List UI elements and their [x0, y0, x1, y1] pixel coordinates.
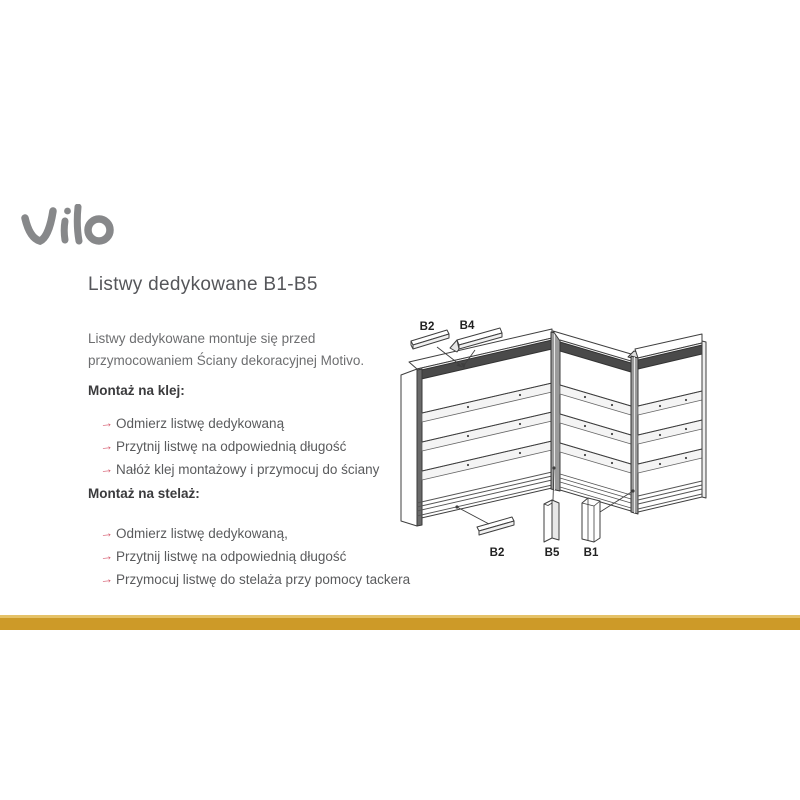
logo-letter-i [64, 221, 65, 240]
list-item-text: Odmierz listwę dedykowaną [116, 416, 285, 431]
intro-line-2: przymocowaniem Ściany dekoracyjnej Motivo. [88, 353, 365, 368]
page-title: Listwy dedykowane B1-B5 [88, 274, 318, 295]
bullet-list-glue [100, 414, 420, 483]
arrow-bullet-icon: → [99, 524, 114, 541]
logo-letter-l [77, 207, 79, 241]
footer-accent-bar [0, 615, 800, 630]
section-heading-glue: Montaż na klej: [88, 383, 185, 398]
list-item-text: Przymocuj listwę do stelaża przy pomocy tackera [116, 572, 411, 587]
bullet-list-frame [100, 524, 420, 593]
leader-line-b2 [457, 507, 489, 524]
list-item-text: Odmierz listwę dedykowaną, [116, 526, 288, 541]
arrow-bullet-icon: → [99, 460, 114, 477]
logo-letter-o [88, 219, 110, 241]
label-b4-top: B4 [459, 320, 475, 332]
logo-i-dot [64, 208, 71, 215]
intro-paragraph [88, 328, 388, 372]
vilo-logo [20, 204, 116, 254]
arrow-bullet-icon: → [99, 414, 114, 431]
wall-corner-diagram [393, 300, 713, 562]
wall-a-end-face [401, 369, 417, 526]
list-item [100, 524, 420, 547]
part-b2-bottom [477, 517, 514, 535]
list-item [100, 547, 420, 570]
arrow-bullet-icon: → [99, 547, 114, 564]
part-b1 [582, 498, 600, 542]
list-item-text: Nałóż klej montażowy i przymocuj do ściany [116, 462, 380, 477]
section-heading-frame: Montaż na stelaż: [88, 486, 200, 501]
list-item [100, 437, 420, 460]
logo-letter-v [25, 211, 53, 241]
label-b2-top: B2 [419, 321, 435, 333]
list-item [100, 460, 420, 483]
list-item-text: Przytnij listwę na odpowiednią długość [116, 549, 347, 564]
arrow-bullet-icon: → [99, 570, 114, 587]
inner-corner-post [551, 332, 560, 491]
label-b2-bottom: B2 [489, 547, 505, 559]
wall-c-end-face [702, 341, 706, 498]
intro-line-1: Listwy dedykowane montuje się przed [88, 331, 316, 346]
list-item [100, 414, 420, 437]
label-b1-bottom: B1 [583, 547, 599, 559]
list-item [100, 570, 420, 593]
list-item-text: Przytnij listwę na odpowiednią długość [116, 439, 347, 454]
part-b5 [544, 500, 559, 542]
arrow-bullet-icon: → [99, 437, 114, 454]
label-b5-bottom: B5 [544, 547, 560, 559]
